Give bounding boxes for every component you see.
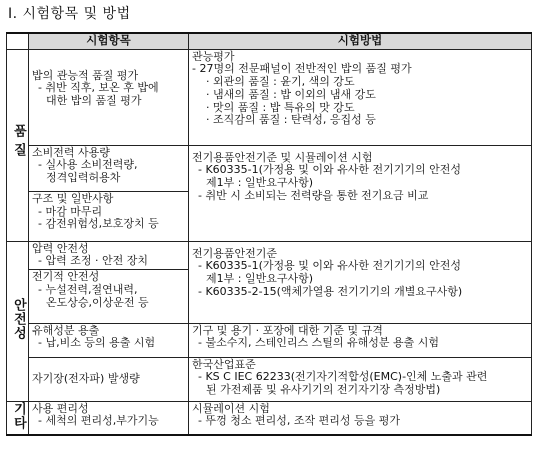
- item-title: 자기장(전자파) 발생량: [32, 371, 140, 385]
- table-row: [7, 323, 532, 357]
- method-detail: - K60335-1(가정용 및 이와 유사한 전기기기의 안전성: [198, 163, 462, 177]
- header-corner-cell: [7, 33, 29, 49]
- method-detail: - 불소수지, 스테인리스 스틸의 유해성분 용출 시험: [198, 336, 439, 350]
- method-title: 시뮬레이션 시험: [192, 401, 270, 415]
- method-title: 관능평가: [192, 49, 235, 63]
- method-title: 전기용품안전기준 및 시뮬레이션 시험: [192, 150, 373, 164]
- item-detail: - 마감 마무리: [38, 204, 103, 218]
- item-title: 소비전력 사용량: [32, 145, 110, 159]
- item-detail: - 감전위험성,보호장치 등: [38, 217, 159, 231]
- item-cell-power: [29, 145, 189, 241]
- category-etc-label: 기타: [10, 401, 26, 430]
- header-items: 시험항목: [29, 33, 189, 49]
- method-title: 한국산업표준: [192, 357, 256, 371]
- method-cell-emf: [189, 357, 532, 401]
- item-cell-harmful: [29, 323, 189, 357]
- method-detail: - 27명의 전문패널이 전반적인 밥의 품질 평가: [192, 62, 412, 76]
- test-items-table: [6, 32, 532, 436]
- item-cell-pressure: [29, 241, 189, 323]
- item-title: 밥의 관능적 품질 평가: [32, 68, 139, 82]
- item-detail: 온도상승,이상운전 등: [46, 295, 149, 309]
- table-row: [7, 241, 532, 323]
- method-bullet: · 외관의 품질 : 윤기, 색의 강도: [206, 75, 355, 88]
- table-row: [7, 145, 532, 241]
- method-cell-pressure: [189, 241, 532, 323]
- category-quality-label: 품질: [10, 123, 26, 162]
- category-safety-label: 안전성: [10, 297, 26, 340]
- table-row: [7, 357, 532, 401]
- item-cell-sensory: [29, 49, 189, 145]
- section-heading: Ⅰ. 시험항목 및 방법: [8, 6, 131, 22]
- item-detail: - 누설전력,절연내력,: [38, 282, 138, 296]
- method-detail: - K60335-2-15(액체가열용 전기기기의 개별요구사항): [198, 284, 463, 298]
- item-title: 전기적 안전성: [32, 270, 100, 283]
- method-detail: 된 가전제품 및 유사기기의 전기자기장 측정방법): [206, 383, 441, 396]
- method-bullet: · 조직감의 품질 : 탄력성, 응집성 등: [206, 113, 376, 127]
- method-bullet: · 냄새의 품질 : 밥 이외의 냄새 강도: [206, 87, 376, 101]
- method-detail: 제1부 : 일반요구사항): [206, 272, 313, 285]
- item-detail: - 실사용 소비전력량,: [38, 158, 138, 172]
- method-detail: - K60335-1(가정용 및 이와 유사한 전기기기의 안전성: [198, 259, 462, 273]
- table-header-row: [7, 33, 532, 49]
- table-row: [7, 401, 532, 435]
- method-cell-usability: [189, 401, 532, 435]
- method-cell-sensory: [189, 49, 532, 145]
- item-title: 구조 및 일반사항: [32, 191, 114, 205]
- header-methods: 시험방법: [189, 33, 532, 49]
- method-cell-harmful: [189, 323, 532, 357]
- item-detail: - 취반 직후, 보온 후 밥에: [38, 81, 159, 95]
- method-cell-power: [189, 145, 532, 241]
- method-detail: 제1부 : 일반요구사항): [206, 176, 313, 189]
- category-etc: [7, 401, 29, 435]
- item-detail: 대한 밥의 품질 평가: [46, 94, 142, 107]
- method-detail: - 뚜껑 청소 편리성, 조작 편리성 등을 평가: [198, 414, 400, 428]
- item-title: 사용 편리성: [32, 401, 89, 415]
- item-title: 압력 안전성: [32, 241, 89, 255]
- method-bullet: · 맛의 품질 : 밥 특유의 맛 강도: [206, 100, 355, 114]
- item-detail: - 세척의 편리성,부가기능: [38, 414, 159, 428]
- item-title: 유해성분 용출: [32, 323, 100, 337]
- table-row: [7, 49, 532, 145]
- method-title: 전기용품안전기준: [192, 246, 278, 260]
- item-detail: - 납,비소 등의 용출 시험: [38, 336, 156, 350]
- method-detail: - KS C IEC 62233(전기자기적합성(EMC)-인체 노출과 관련: [198, 370, 488, 384]
- item-detail: 정격입력허용차: [46, 171, 121, 184]
- method-detail: - 취반 시 소비되는 전력량을 통한 전기요금 비교: [198, 188, 429, 202]
- item-detail: - 압력 조정 · 안전 장치: [38, 254, 148, 268]
- method-title: 기구 및 용기 · 포장에 대한 기준 및 규격: [192, 323, 383, 337]
- category-quality: [7, 49, 29, 241]
- category-safety: [7, 241, 29, 401]
- item-cell-emf: [29, 357, 189, 401]
- item-cell-usability: [29, 401, 189, 435]
